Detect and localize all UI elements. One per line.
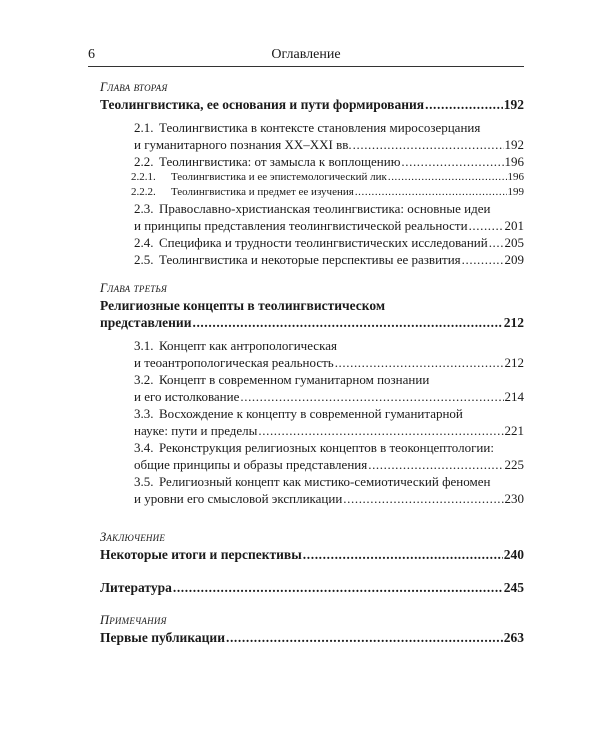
- page-ref: 214: [504, 389, 524, 404]
- toc-entry-2-4[interactable]: [100, 234, 524, 251]
- subsection-number: 2.2.1.: [131, 171, 156, 183]
- section-title-line: Теолингвистика: от замысла к воплощению: [159, 154, 401, 169]
- notes-title: Первые публикации: [100, 630, 225, 645]
- toc-entry-2-2-2[interactable]: [100, 185, 524, 200]
- chapter-kicker: Глава третья: [100, 281, 167, 295]
- section-title-line: и уровни его смысловой экспликации: [134, 491, 343, 506]
- page-ref: 196: [504, 154, 524, 169]
- toc-entry-3-2[interactable]: [100, 371, 524, 405]
- conclusion-entry[interactable]: [100, 546, 524, 563]
- leader-dots: [240, 388, 503, 405]
- leader-dots: [489, 234, 504, 251]
- leader-dots: [353, 136, 504, 153]
- leader-dots: [192, 314, 502, 331]
- leader-dots: [425, 96, 503, 113]
- toc-entry-3-5[interactable]: [100, 473, 524, 507]
- section-number: 3.2.: [134, 372, 154, 387]
- toc-entry-2-2[interactable]: [100, 153, 524, 170]
- leader-dots: [401, 153, 503, 170]
- page-ref: 201: [504, 218, 524, 233]
- section-title-line: и гуманитарного познания XX–XXI вв.: [134, 137, 352, 152]
- page-ref: 205: [504, 235, 524, 250]
- toc-entry-3-4[interactable]: [100, 439, 524, 473]
- subsection-title: Теолингвистика и предмет ее изучения: [171, 186, 354, 198]
- notes-entry[interactable]: [100, 629, 524, 646]
- chapter-title-entry[interactable]: [100, 96, 524, 113]
- page-ref: 196: [507, 171, 524, 183]
- leader-dots: [355, 185, 507, 200]
- page-ref: 221: [504, 423, 524, 438]
- chapter-title-entry[interactable]: [100, 297, 524, 331]
- leader-dots: [258, 422, 503, 439]
- section-number: 2.4.: [134, 235, 154, 250]
- leader-dots: [173, 579, 503, 596]
- section-number: 3.3.: [134, 406, 154, 421]
- section-number: 2.5.: [134, 252, 154, 267]
- toc-entry-3-3[interactable]: [100, 405, 524, 439]
- toc-entry-2-3[interactable]: [100, 200, 524, 234]
- leader-dots: [226, 629, 503, 646]
- page-ref: 263: [503, 630, 524, 645]
- section-title-line: и принципы представления теолингвистической реальности: [134, 218, 468, 233]
- page-ref: 212: [504, 355, 524, 370]
- section-number: 3.4.: [134, 440, 154, 455]
- section-title-line: Реконструкция религиозных концептов в теоконцептологии:: [159, 440, 494, 455]
- conclusion-kicker: Заключение: [100, 530, 166, 544]
- chapter-title: представлении: [100, 315, 192, 330]
- literature-entry[interactable]: [100, 579, 524, 596]
- page-ref: 240: [503, 547, 524, 562]
- notes-block: [100, 612, 524, 646]
- toc-entry-2-1[interactable]: [100, 119, 524, 153]
- page-number: 6: [88, 47, 95, 62]
- notes-kicker: Примечания: [100, 613, 167, 627]
- leader-dots: [368, 456, 503, 473]
- conclusion-title: Некоторые итоги и перспективы: [100, 547, 302, 562]
- section-title-line: науке: пути и пределы: [134, 423, 258, 438]
- section-title-line: Специфика и трудности теолингвистических исследований: [159, 235, 488, 250]
- page-ref: 245: [503, 580, 524, 595]
- section-title-line: и его истолкование: [134, 389, 240, 404]
- section-title-line: Православно-христианская теолингвистика: основные идеи: [159, 201, 491, 216]
- chapter-title: Религиозные концепты в теолингвистическом: [100, 298, 386, 313]
- section-title-line: Теолингвистика в контексте становления миросозерцания: [159, 120, 481, 135]
- section-title-line: Восхождение к концепту в современной гуманитарной: [159, 406, 463, 421]
- chapter-two: [100, 79, 524, 268]
- section-title-line: Религиозный концепт как мистико-семиотический феномен: [159, 474, 491, 489]
- section-number: 2.2.: [134, 154, 154, 169]
- leader-dots: [303, 546, 503, 563]
- chapter-three: [100, 280, 524, 507]
- page-ref: 192: [504, 137, 524, 152]
- chapter-kicker: Глава вторая: [100, 80, 168, 94]
- chapter-title: Теолингвистика, ее основания и пути формирования: [100, 97, 425, 112]
- leader-dots: [388, 170, 507, 185]
- subsection-number: 2.2.2.: [131, 186, 156, 198]
- section-title-line: Концепт в современном гуманитарном познании: [159, 372, 430, 387]
- leader-dots: [343, 490, 503, 507]
- page-ref: 209: [504, 252, 524, 267]
- section-title-line: Концепт как антропологическая: [159, 338, 337, 353]
- section-number: 2.1.: [134, 120, 154, 135]
- conclusion-block: [100, 529, 524, 563]
- section-number: 3.5.: [134, 474, 154, 489]
- literature-title: Литература: [100, 580, 172, 595]
- page-ref: 212: [503, 315, 524, 330]
- subsection-title: Теолингвистика и ее эпистемологический лик: [171, 171, 387, 183]
- toc-entry-2-2-1[interactable]: [100, 170, 524, 185]
- section-title-line: и теоантропологическая реальность: [134, 355, 334, 370]
- section-number: 3.1.: [134, 338, 154, 353]
- table-of-contents: [100, 70, 524, 646]
- toc-entry-2-5[interactable]: [100, 251, 524, 268]
- leader-dots: [462, 251, 504, 268]
- section-number: 2.3.: [134, 201, 154, 216]
- page-ref: 192: [503, 97, 524, 112]
- section-title-line: Теолингвистика и некоторые перспективы ее развития: [159, 252, 461, 267]
- page-ref: 199: [507, 186, 524, 198]
- leader-dots: [335, 354, 504, 371]
- leader-dots: [469, 217, 504, 234]
- page-ref: 225: [504, 457, 524, 472]
- toc-entry-3-1[interactable]: [100, 337, 524, 371]
- page-ref: 230: [504, 491, 524, 506]
- running-header: [88, 44, 524, 67]
- section-title-line: общие принципы и образы представления: [134, 457, 368, 472]
- running-title: Оглавление: [271, 47, 341, 62]
